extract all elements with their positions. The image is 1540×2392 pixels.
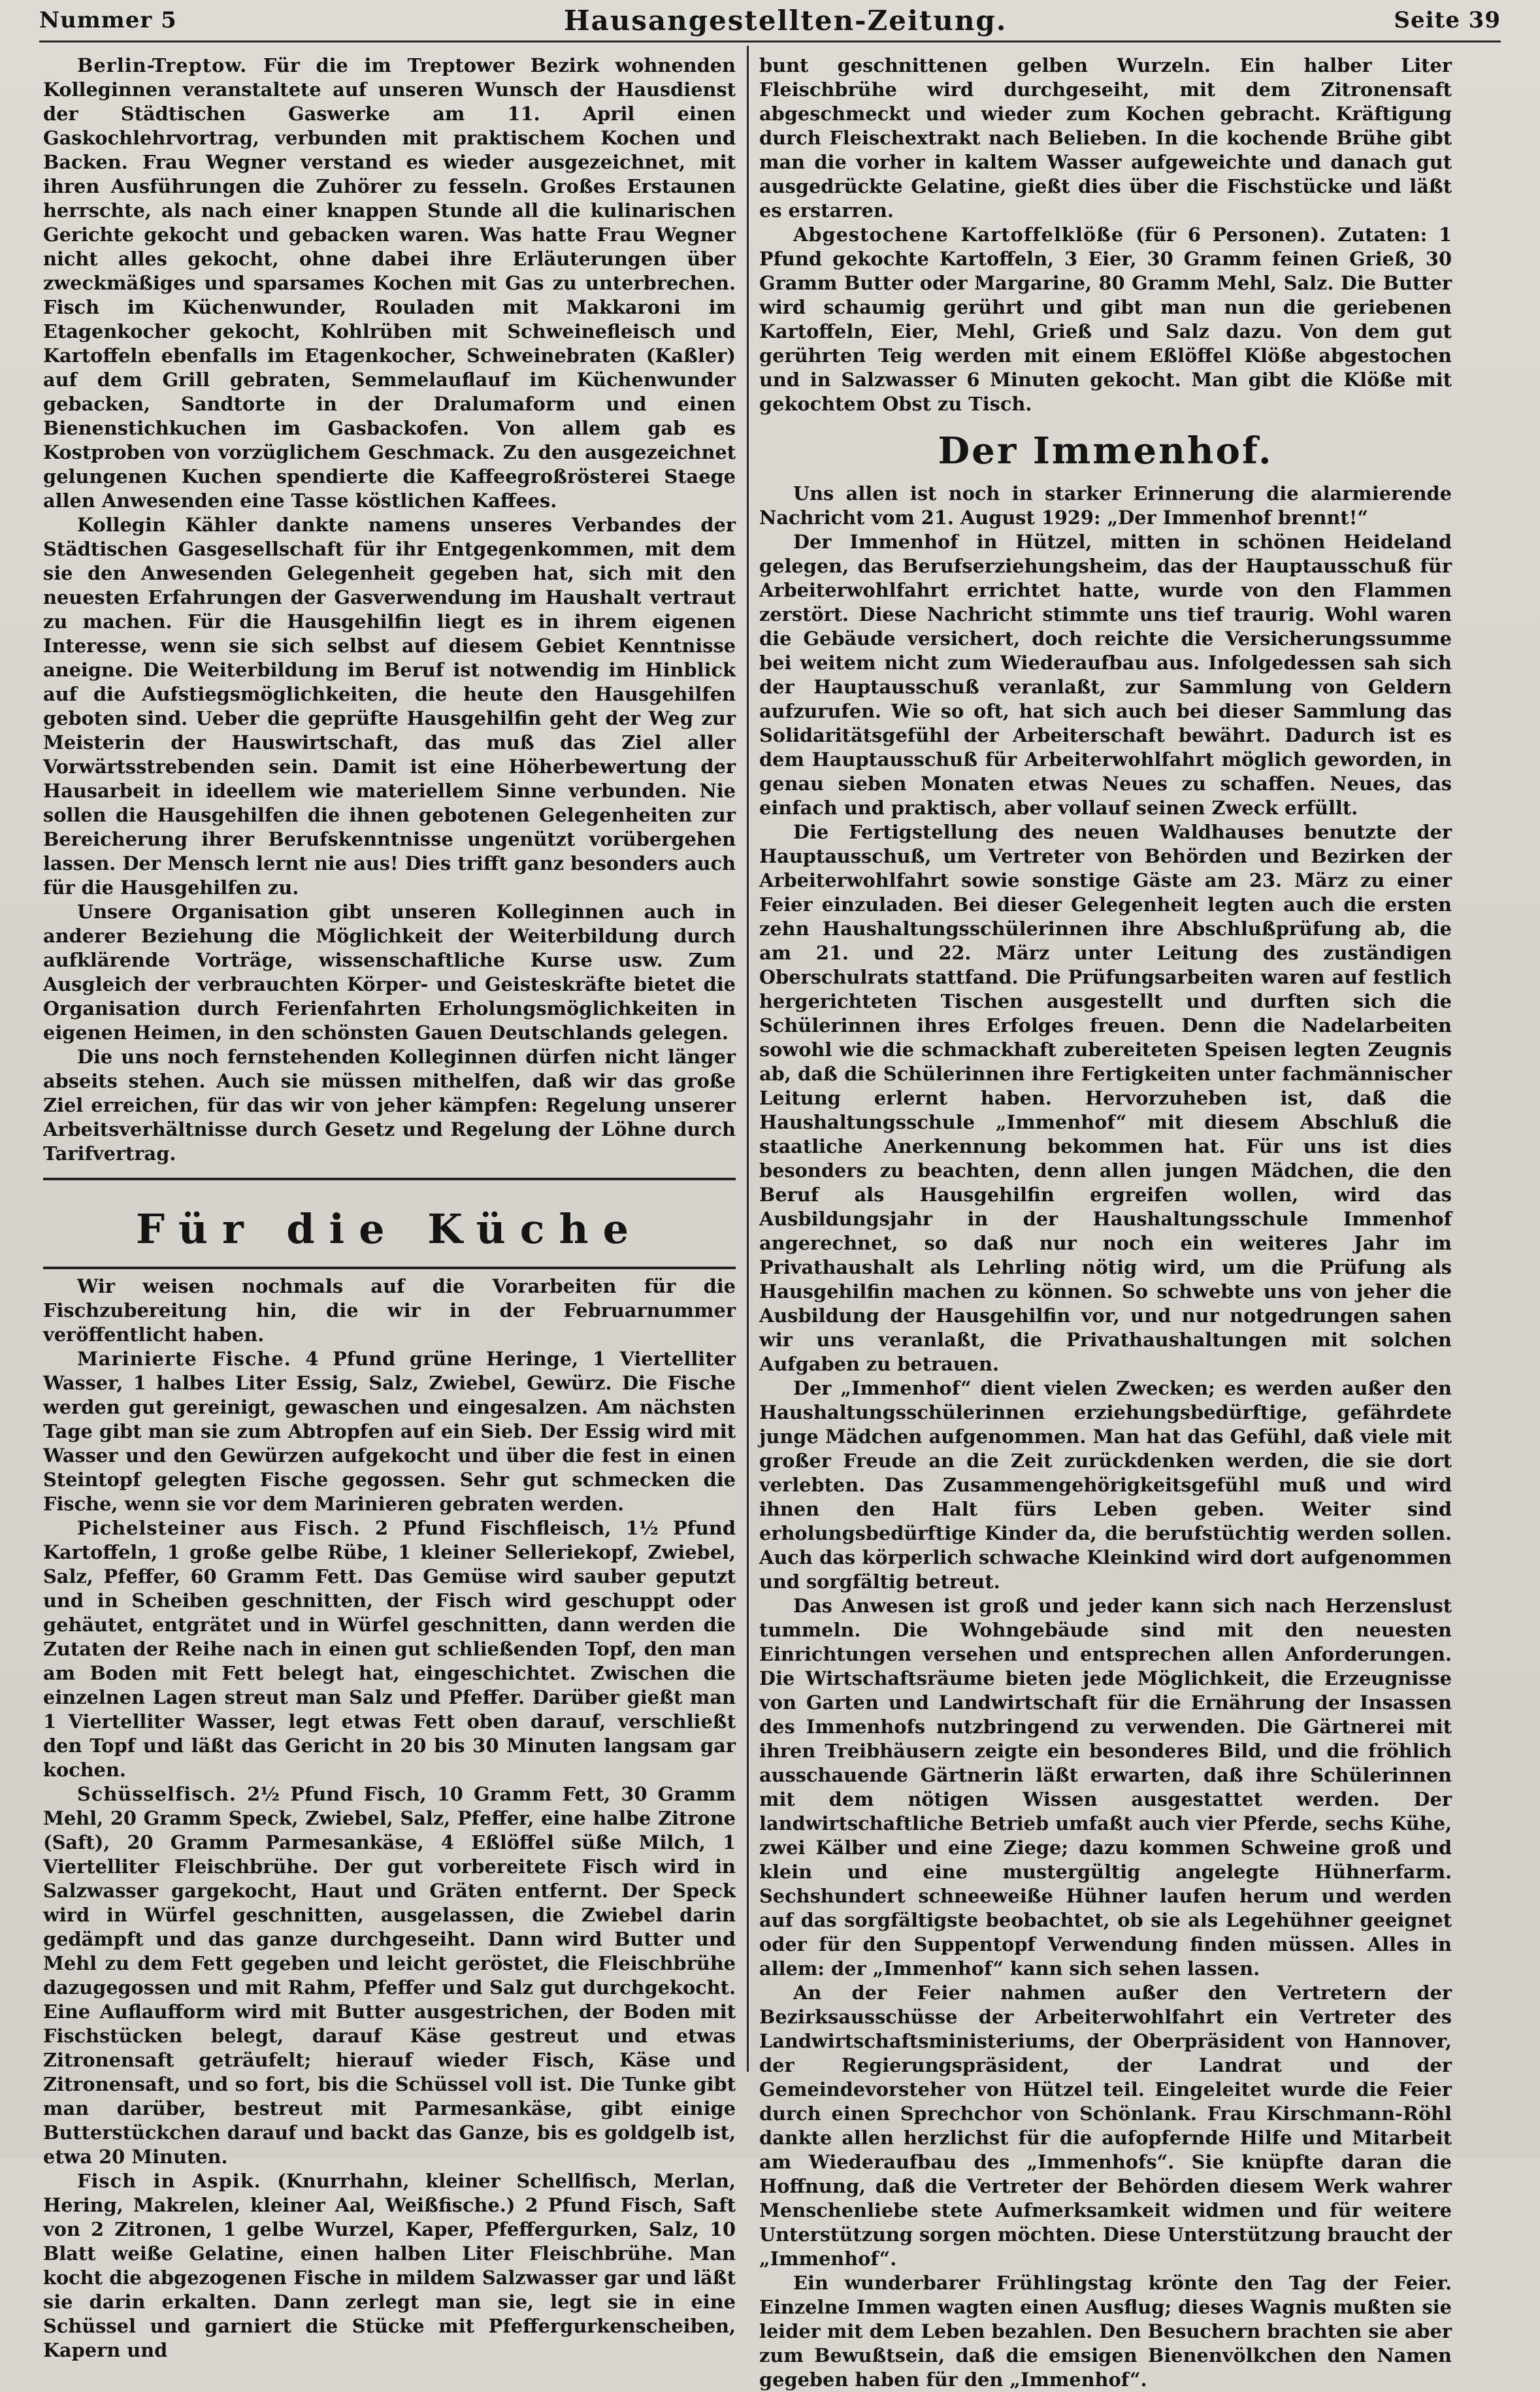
paragraph: Das Anwesen ist groß und jeder kann sich nach Herzenslust tummeln. Die Wohngebäude sind mit den neuesten Einrichtungen versehen und entsprechen allen Anforderungen. Die Wirtschaftsräume bieten jede Möglichkeit, die Erzeugnisse von Garten und Landwirtschaft für die Ernährung der Insassen des Immenhofs nutzbringend zu verwenden. Die Gärtnerei mit ihren Treibhäusern zeigte ein besonderes Bild, und die fröhlich ausschauende Gärtnerin läßt erwarten, daß ihre Schülerinnen mit dem nötigen Wissen ausgestattet werden. Der landwirtschaftliche Betrieb umfaßt auch vier Pferde, sechs Kühe, zwei Kälber und eine Ziege; dazu kommen Schweine groß und klein und eine mustergültig angelegte Hühnerfarm. Sechshundert schneeweiße Hühner laufen herum und werden auf das sorgfältigste beobachtet, ob sie als Legehühner geeignet oder für den Suppentopf Verwendung finden müssen. Alles in allem: der „Immenhof“ kann sich sehen lassen.: [759, 1595, 1452, 1980]
paragraph-lead: Berlin-Treptow.: [77, 54, 248, 76]
recipe-text: 4 Pfund grüne Heringe, 1 Viertelliter Wasser, 1 halbes Liter Essig, Salz, Zwiebel, Gewürz. Die Fische werden gut gereinigt, gewaschen und eingesalzen. Am nächsten Tage gibt man sie zum Abtropfen auf ein Sieb. Der Essig wird mit Wasser und den Gewürzen aufgekocht und über die fest in einen Steintopf gelegten Fische gegossen. Sehr gut schmecken die Fische, wenn sie vor dem Marinieren gebraten werden.: [43, 1348, 736, 1515]
paragraph: bunt geschnittenen gelben Wurzeln. Ein halber Liter Fleischbrühe wird durchgeseiht, mit dem Zitronensaft abgeschmeckt und wieder zum Kochen gebracht. Kräftigung durch Fleischextrakt nach Belieben. In die kochende Brühe gibt man die vorher in kaltem Wasser aufgeweichte und danach gut ausgedrückte Gelatine, gießt dies über die Fischstücke und läßt es erstarren.: [759, 54, 1452, 222]
paragraph: Ein wunderbarer Frühlingstag krönte den Tag der Feier. Einzelne Immen wagten einen Ausflug; dieses Wagnis mußten sie leider mit dem Leben bezahlen. Den Besuchern brachten sie aber zum Bewußtsein, daß die emsigen Bienenvölkchen den Namen gegeben haben für den „Immenhof“.: [759, 2272, 1452, 2391]
section-rule: [43, 1267, 736, 1269]
recipe-text: (Knurrhahn, kleiner Schellfisch, Merlan, Hering, Makrelen, kleiner Aal, Weißfische.) 2 Pfund Fisch, Saft von 2 Zitronen, 1 gelbe Wurzel, Kaper, Pfeffergurken, Salz, 10 Blatt weiße Gelatine, einen halben Liter Fleischbrühe. Man kocht die abgezogenen Fische in mildem Salzwasser gar und läßt sie darin erkalten. Dann zerlegt man sie, legt sie in eine Schüssel und garniert die Stücke mit Pfeffergurkenscheiben, Kapern und: [43, 2170, 736, 2361]
recipe-title: Schüsselfisch.: [77, 1783, 237, 1805]
section-title: Für die Küche: [135, 1205, 644, 1253]
page-number: Seite 39: [1394, 7, 1501, 33]
recipe: [43, 1516, 736, 1782]
page-header: [39, 0, 1501, 42]
paragraph: Der „Immenhof“ dient vielen Zwecken; es werden außer den Haushaltungsschülerinnen erziehungsbedürftige, gefährdete junge Mädchen aufgenommen. Man hat das Gefühl, daß viele mit großer Freude an die Zeit zurückdenken werden, die sie dort verlebten. Das Zusammengehörigkeitsgefühl muß und wird ihnen den Halt fürs Leben geben. Weiter sind erholungsbedürftige Kinder da, die berufstüchtig werden sollen. Auch das körperlich schwache Kleinkind wird dort aufgenommen und sorgfältig betreut.: [759, 1377, 1452, 1593]
paragraph: Der Immenhof in Hützel, mitten in schönen Heideland gelegen, das Berufserziehungsheim, das der Hauptausschuß für Arbeiterwohlfahrt errichtet hatte, wurde von den Flammen zerstört. Diese Nachricht stimmte uns tief traurig. Wohl waren die Gebäude versichert, doch reichte die Versicherungssumme bei weitem nicht zum Wiederaufbau aus. Infolgedessen sah sich der Hauptausschuß veranlaßt, zur Sammlung von Geldern aufzurufen. Wie so oft, hat sich auch bei dieser Sammlung das Solidaritätsgefühl der Arbeiterschaft bewährt. Dadurch ist es dem Hauptausschuß für Arbeiterwohlfahrt möglich geworden, in genau sieben Monaten etwas Neues zu schaffen. Neues, das einfach und praktisch, aber vollauf seinen Zweck erfüllt.: [759, 531, 1452, 819]
paragraph: Die Fertigstellung des neuen Waldhauses benutzte der Hauptausschuß, um Vertreter von Behörden und Bezirken der Arbeiterwohlfahrt sowie sonstige Gäste am 23. März zu einer Feier einzuladen. Bei dieser Gelegenheit legten auch die ersten zehn Haushaltungsschülerinnen ihre Abschlußprüfung ab, die am 21. und 22. März unter Leitung des zuständigen Oberschulrats stattfand. Die Prüfungsarbeiten waren auf festlich hergerichteten Tischen ausgestellt und durften sich die Schülerinnen ihres Erfolges freuen. Denn die Nadelarbeiten sowohl wie die schmackhaft zubereiteten Speisen legten Zeugnis ab, daß die Schülerinnen ihre Fertigkeiten unter fachmännischer Leitung erlernt haben. Hervorzuheben ist, daß die Haushaltungsschule „Immenhof“ mit diesem Abschluß die staatliche Anerkennung bekommen hat. Für uns ist dies besonders zu beachten, denn allen jungen Mädchen, die den Beruf als Hausgehilfin ergreifen wollen, wird das Ausbildungsjahr in der Haushaltungsschule Immenhof angerechnet, so daß nur noch ein weiteres Jahr im Privathaushalt als Lehrling nötig wird, um die Prüfung als Hausgehilfin machen zu können. So schwebte uns von jeher die Ausbildung der Hausgehilfin vor, und nur notgedrungen sahen wir uns veranlaßt, die Privathaushaltungen mit solchen Aufgaben zu betrauen.: [759, 821, 1452, 1375]
recipe-title: Marinierte Fische.: [77, 1348, 291, 1370]
column-divider: [747, 46, 749, 2072]
newspaper-title: Hausangestellten-Zeitung.: [563, 4, 1008, 37]
paragraph: Wir weisen nochmals auf die Vorarbeiten für die Fischzubereitung hin, die wir in der Februarnummer veröffentlicht haben.: [43, 1275, 736, 1346]
paragraph-text: Für die im Treptower Bezirk wohnenden Kolleginnen veranstaltete auf unseren Wunsch der Hausdienst der Städtischen Gaswerke am 11. April einen Gaskochlehrvortrag, verbunden mit praktischem Kochen und Backen. Frau Wegner verstand es wieder ausgezeichnet, mit ihren Ausführungen die Zuhörer zu fesseln. Großes Erstaunen herrschte, als nach einer knappen Stunde all die kulinarischen Gerichte gekocht und gebacken waren. Was hatte Frau Wegner nicht alles gekocht, ohne dabei ihre Erläuterungen über zweckmäßiges und sparsames Kochen mit Gas zu unterbrechen. Fisch im Küchenwunder, Rouladen mit Makkaroni im Etagenkocher gekocht, Kohlrüben mit Schweinefleisch und Kartoffeln ebenfalls im Etagenkocher, Schweinebraten (Kaßler) auf dem Grill gebraten, Semmelauflauf im Küchenwunder gebacken, Sandtorte in der Dralumaform und einen Bienenstichkuchen im Gasbackofen. Von allem gab es Kostproben von vorzüglichem Geschmack. Zu den ausgezeichnet gelungenen Kuchen spendierte die Kaffeegroßrösterei Staege allen Anwesenden eine Tasse köstlichen Kaffees.: [43, 54, 736, 512]
recipe-title: Abgestochene Kartoffelklöße: [793, 224, 1124, 246]
paragraph: Uns allen ist noch in starker Erinnerung die alarmierende Nachricht vom 21. August 1929: „Der Immenhof brennt!“: [759, 482, 1452, 529]
issue-number: Nummer 5: [39, 7, 177, 33]
right-column: [759, 54, 1452, 2392]
recipe-text: (für 6 Personen). Zutaten: 1 Pfund gekochte Kartoffeln, 3 Eier, 30 Gramm feinen Grieß, 30 Gramm Butter oder Margarine, 80 Gramm Mehl, Salz. Die Butter wird schaumig gerührt und gibt man nun die geriebenen Kartoffeln, Eier, Mehl, Grieß und Salz dazu. Von dem gut gerührten Teig werden mit einem Eßlöffel Klöße abgestochen und in Salzwasser 6 Minuten gekocht. Man gibt die Klöße mit gekochtem Obst zu Tisch.: [759, 224, 1452, 415]
recipe-title: Pichelsteiner aus Fisch.: [77, 1517, 361, 1539]
recipe-title: Fisch in Aspik.: [77, 2170, 261, 2192]
section-rule: [43, 1178, 736, 1180]
recipe: [43, 1347, 736, 1516]
article-title: Der Immenhof.: [938, 429, 1273, 473]
paragraph: An der Feier nahmen außer den Vertretern der Bezirksausschüsse der Arbeiterwohlfahrt ein Vertreter des Landwirtschaftsministeriums, der Oberpräsident von Hannover, der Regierungspräsident, der Landrat und der Gemeindevorsteher von Hützel teil. Eingeleitet wurde die Feier durch einen Sprechchor von Schönlank. Frau Kirschmann-Röhl dankte allen herzlichst für die aufopfernde Hilfe und Mitarbeit am Wiederaufbau des „Immenhofs“. Sie knüpfte daran die Hoffnung, daß die Vertreter der Behörden diesem Werk wahrer Menschenliebe stete Aufmerksamkeit widmen und für weitere Unterstützung sorgen möchten. Diese Unterstützung braucht der „Immenhof“.: [759, 1982, 1452, 2270]
recipe-text: 2½ Pfund Fisch, 10 Gramm Fett, 30 Gramm Mehl, 20 Gramm Speck, Zwiebel, Salz, Pfeffer, eine halbe Zitrone (Saft), 20 Gramm Parmesankäse, 4 Eßlöffel süße Milch, 1 Viertelliter Fleischbrühe. Der gut vorbereitete Fisch wird in Salzwasser gargekocht, Haut und Gräten entfernt. Der Speck wird in Würfel geschnitten, ausgelassen, die Zwiebel darin gedämpft und das ganze durchgeseiht. Dann wird Butter und Mehl zu dem Fett gegeben und leicht geröstet, die Fleischbrühe dazugegossen und mit Rahm, Pfeffer und Salz gut durchgekocht. Eine Auflaufform wird mit Butter ausgestrichen, der Boden mit Fischstücken belegt, darauf Käse gestreut und etwas Zitronensaft geträufelt; hierauf wieder Fisch, Käse und Zitronensaft, und so fort, bis die Schüssel voll ist. Die Tunke gibt man darüber, bestreut mit Parmesankäse, gibt einige Butterstückchen darauf und backt das Ganze, bis es goldgelb ist, etwa 20 Minuten.: [43, 1783, 736, 2168]
recipe-text: 2 Pfund Fischfleisch, 1½ Pfund Kartoffeln, 1 große gelbe Rübe, 1 kleiner Selleriekopf, Zwiebel, Salz, Pfeffer, 60 Gramm Fett. Das Gemüse wird sauber geputzt und in Scheiben geschnitten, der Fisch wird geschuppt oder gehäutet, entgrätet und in Würfel geschnitten, dann werden die Zutaten der Reihe nach in einen gut schließenden Topf, den man am Boden mit Fett belegt hat, eingeschichtet. Zwischen die einzelnen Lagen streut man Salz und Pfeffer. Darüber gießt man 1 Viertelliter Wasser, legt etwas Fett oben darauf, verschließt den Topf und läßt das Gericht in 20 bis 30 Minuten langsam gar kochen.: [43, 1517, 736, 1781]
paragraph: Unsere Organisation gibt unseren Kolleginnen auch in anderer Beziehung die Möglichkeit der Weiterbildung durch aufklärende Vorträge, wissenschaftliche Kurse usw. Zum Ausgleich der verbrauchten Körper- und Geisteskräfte bietet die Organisation durch Ferienfahrten Erholungsmöglichkeiten in eigenen Heimen, in den schönsten Gauen Deutschlands gelegen.: [43, 901, 736, 1044]
recipe: [43, 2169, 736, 2363]
recipe: [759, 223, 1452, 416]
paragraph: Die uns noch fernstehenden Kolleginnen dürfen nicht länger abseits stehen. Auch sie müssen mithelfen, daß wir das große Ziel erreichen, für das wir von jeher kämpfen: Regelung unserer Arbeitsverhältnisse durch Gesetz und Regelung der Löhne durch Tarifvertrag.: [43, 1046, 736, 1165]
left-column: [43, 54, 736, 2363]
recipe: [43, 1782, 736, 2169]
paragraph: Kollegin Kähler dankte namens unseres Verbandes der Städtischen Gasgesellschaft für ihr Entgegenkommen, mit dem sie den Anwesenden Gelegenheit gegeben hat, sich mit den neuesten Erfahrungen der Gasverwendung im Haushalt vertraut zu machen. Für die Hausgehilfin liegt es in ihrem eigenen Interesse, wenn sie sich selbst auf diesem Gebiet Kenntnisse aneigne. Die Weiterbildung im Beruf ist notwendig im Hinblick auf die Aufstiegsmöglichkeiten, die heute den Hausgehilfen geboten sind. Ueber die geprüfte Hausgehilfin geht der Weg zur Meisterin der Hauswirtschaft, das muß das Ziel aller Vorwärtsstrebenden sein. Damit ist eine Höherbewertung der Hausarbeit in ideellem wie materiellem Sinne verbunden. Nie sollen die Hausgehilfen die ihnen gebotenen Gelegenheiten zur Bereicherung ihrer Berufskenntnisse ungenützt vorübergehen lassen. Der Mensch lernt nie aus! Dies trifft ganz besonders auch für die Hausgehilfen zu.: [43, 514, 736, 899]
paragraph: [43, 54, 736, 513]
